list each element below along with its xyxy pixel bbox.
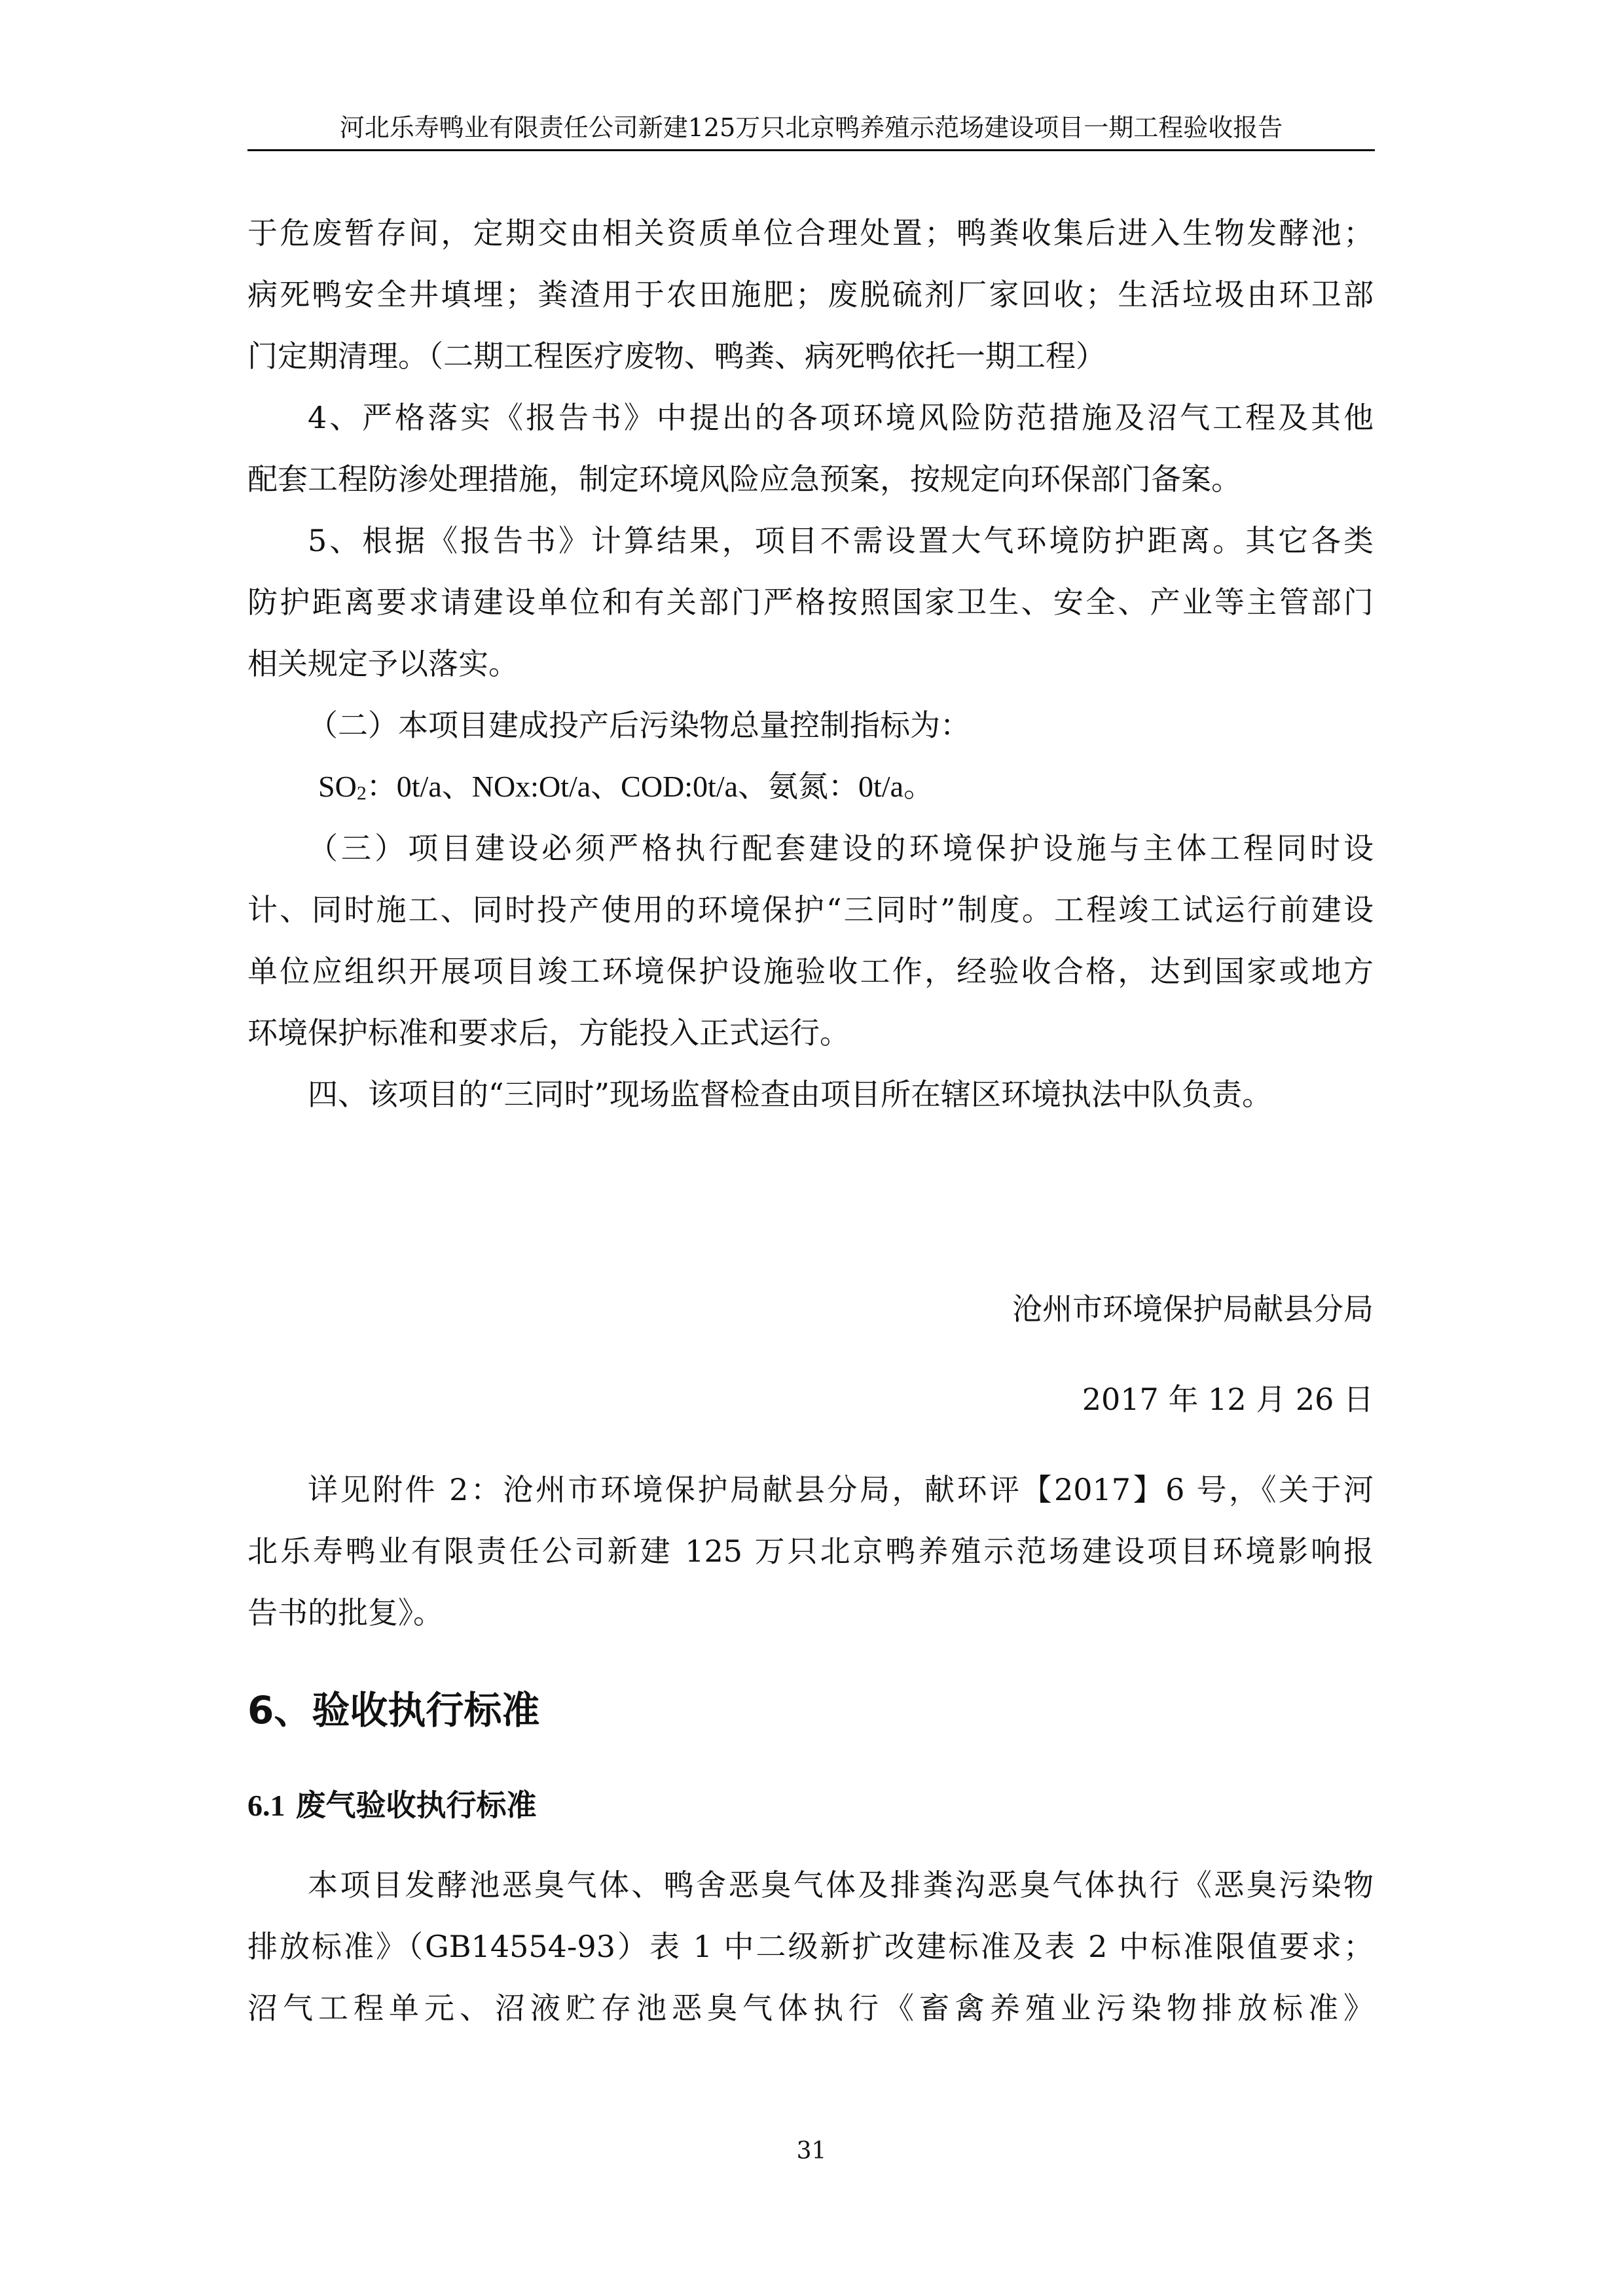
body-line: 门定期清理。（二期工程医疗废物、鸭粪、病死鸭依托一期工程） <box>247 338 1106 374</box>
body-line: 5、根据《报告书》计算结果，项目不需设置大气环境防护距离。其它各类 <box>308 523 1374 558</box>
body-line: 排放标准》（GB14554-93）表 1 中二级新扩改建标准及表 2 中标准限值要求； <box>247 1929 1374 1964</box>
section-heading-6-1 <box>247 1785 537 1825</box>
body-line: 相关规定予以落实。 <box>247 646 519 681</box>
limits-values: ：0t/a、NOx:Ot/a、COD:0t/a、氨氮：0t/a。 <box>366 770 934 803</box>
body-line: 北乐寿鸭业有限责任公司新建 125 万只北京鸭养殖示范场建设项目环境影响报 <box>247 1534 1374 1569</box>
body-line: 配套工程防渗处理措施，制定环境风险应急预案，按规定向环保部门备案。 <box>247 461 1241 497</box>
body-line: 计、同时施工、同时投产使用的环境保护“三同时”制度。工程竣工试运行前建设 <box>247 892 1374 927</box>
body-line: 单位应组织开展项目竣工环境保护设施验收工作，经验收合格，达到国家或地方 <box>247 954 1374 989</box>
body-line: （二）本项目建成投产后污染物总量控制指标为： <box>308 708 970 743</box>
body-line: （三）项目建设必须严格执行配套建设的环境保护设施与主体工程同时设 <box>308 831 1374 866</box>
section-number: 6.1 <box>247 1789 285 1822</box>
body-line: 本项目发酵池恶臭气体、鸭舍恶臭气体及排粪沟恶臭气体执行《恶臭污染物 <box>308 1867 1374 1903</box>
signature-date: 2017 年 12 月 26 日 <box>1082 1382 1374 1417</box>
body-line: 四、该项目的“三同时”现场监督检查由项目所在辖区环境执法中队负责。 <box>308 1077 1273 1112</box>
body-line: 详见附件 2：沧州市环境保护局献县分局，献环评【2017】6 号，《关于河 <box>308 1472 1374 1507</box>
section-heading-6: 6、验收执行标准 <box>247 1688 540 1732</box>
section-title: 废气验收执行标准 <box>285 1787 537 1823</box>
so2-label: SO <box>318 770 357 803</box>
body-line: 病死鸭安全井填埋；粪渣用于农田施肥；废脱硫剂厂家回收；生活垃圾由环卫部 <box>247 277 1374 312</box>
body-line: 4、严格落实《报告书》中提出的各项环境风险防范措施及沼气工程及其他 <box>308 400 1374 435</box>
so2-subscript: 2 <box>356 782 367 804</box>
body-line: 于危废暂存间，定期交由相关资质单位合理处置；鸭粪收集后进入生物发酵池； <box>247 215 1374 251</box>
page-number: 31 <box>796 2138 827 2164</box>
running-header: 河北乐寿鸭业有限责任公司新建125万只北京鸭养殖示范场建设项目一期工程验收报告 <box>339 113 1283 142</box>
body-line: 告书的批复》。 <box>247 1595 443 1630</box>
body-line: 环境保护标准和要求后，方能投入正式运行。 <box>247 1015 850 1050</box>
body-line: 防护距离要求请建设单位和有关部门严格按照国家卫生、安全、产业等主管部门 <box>247 584 1374 620</box>
pollutant-limits-line <box>318 767 1374 806</box>
signature-org: 沧州市环境保护局献县分局 <box>1012 1291 1374 1327</box>
body-line: 沼气工程单元、沼液贮存池恶臭气体执行《畜禽养殖业污染物排放标准》 <box>247 1990 1374 2026</box>
header-divider <box>247 149 1375 151</box>
